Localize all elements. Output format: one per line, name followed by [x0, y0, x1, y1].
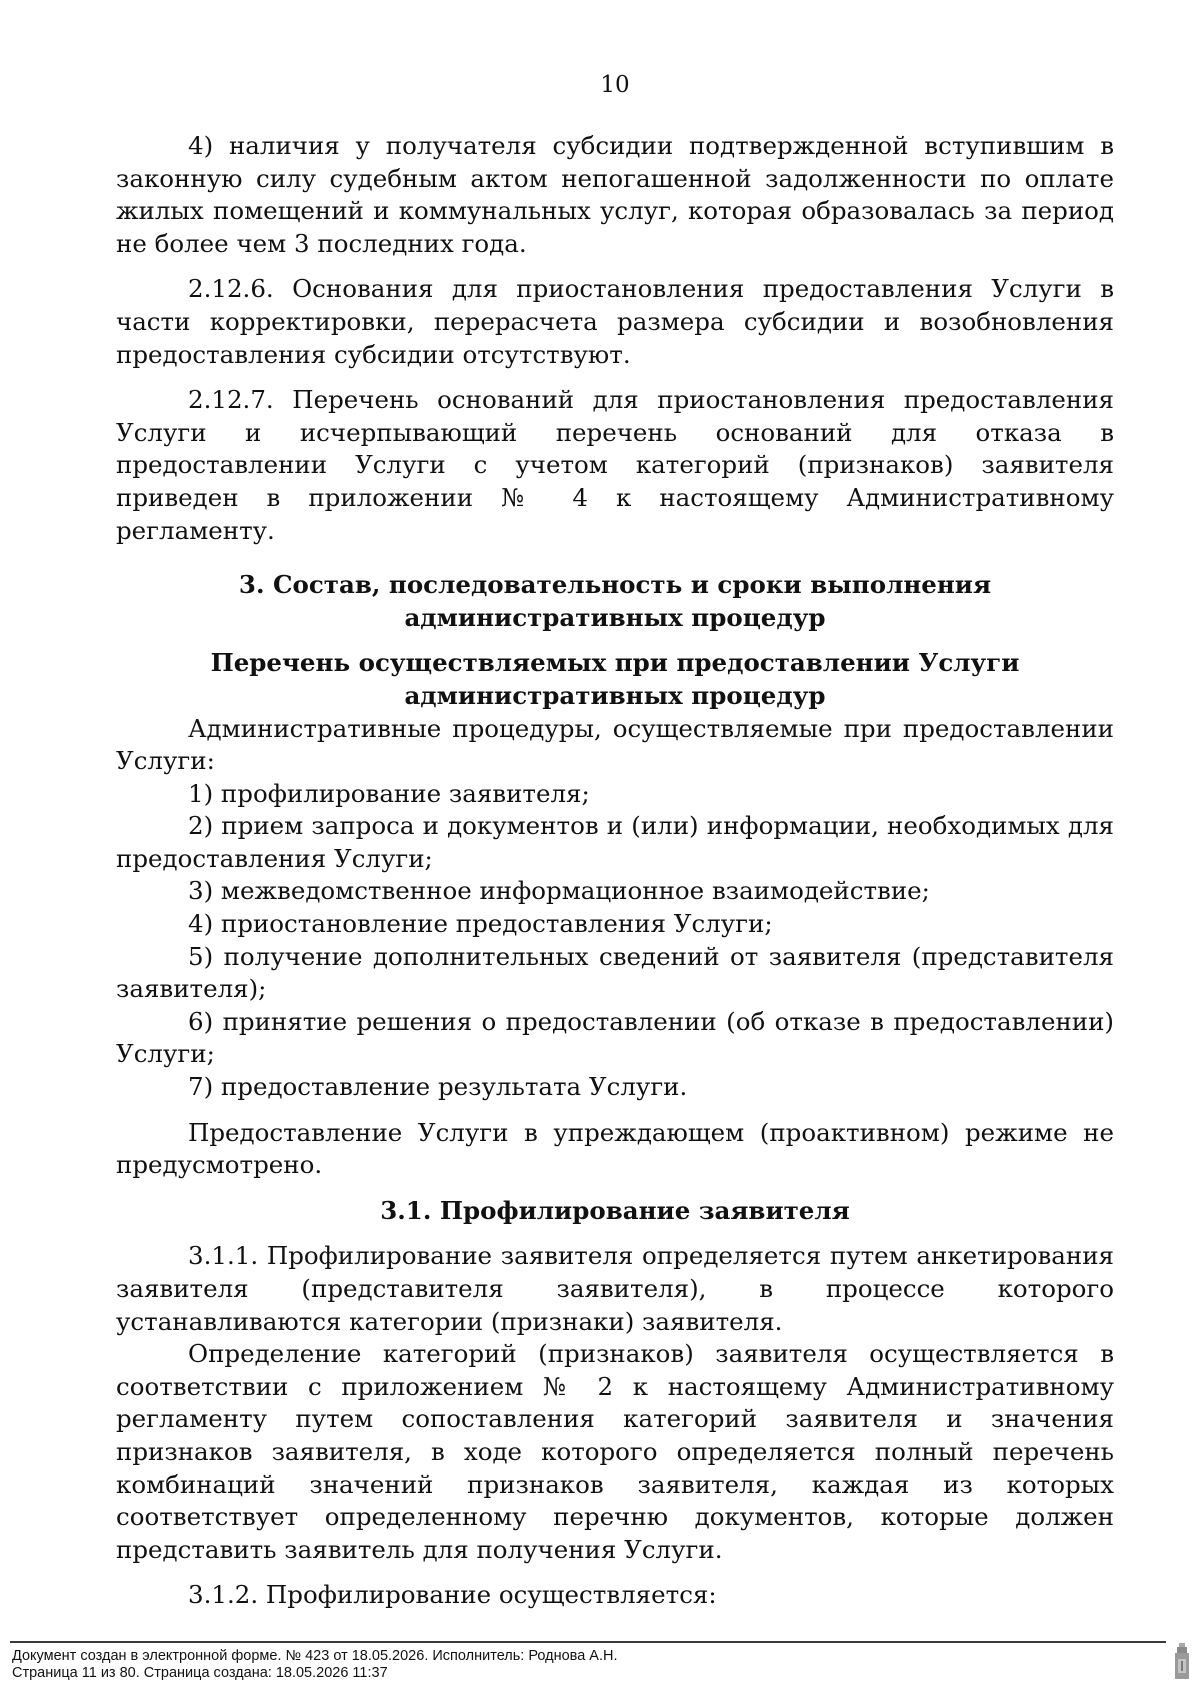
document-body: [116, 130, 1114, 1612]
footer-document-info: Документ создан в электронной форме. № 423 от 18.05.2026. Исполнитель: Роднова А.Н.: [12, 1648, 618, 1664]
page-number: 10: [600, 72, 630, 98]
section-3-1-heading: 3.1. Профилирование заявителя: [380, 1195, 850, 1225]
procedure-item-3: 3) межведомственное информационное взаимодействие;: [188, 876, 930, 906]
paragraph-3-1-1: 3.1.1. Профилирование заявителя определяется путем анкетирования заявителя (представителя заявителя), в процессе которого устанавливаются категории (признаки) заявителя.: [116, 1241, 1114, 1336]
procedures-intro: Административные процедуры, осуществляемые при предоставлении Услуги:: [116, 713, 1114, 776]
procedure-item-6: 6) принятие решения о предоставлении (об отказе в предоставлении) Услуги;: [116, 1006, 1114, 1069]
footer-page-info: Страница 11 из 80. Страница создана: 18.05.2026 11:37: [12, 1664, 388, 1681]
coat-of-arms-icon: [1172, 1643, 1192, 1683]
footer-divider: [10, 1641, 1166, 1643]
paragraph-2-12-6: 2.12.6. Основания для приостановления предоставления Услуги в части корректировки, перерасчета размера субсидии и возобновления предоставления субсидии отсутствуют.: [116, 274, 1114, 369]
footer: [12, 1648, 618, 1681]
procedure-item-4: 4) приостановление предоставления Услуги;: [188, 909, 773, 939]
section-3-subheading: Перечень осуществляемых при предоставлении Услуги административных процедур: [210, 648, 1020, 710]
section-3-heading: 3. Состав, последовательность и сроки выполнения административных процедур: [238, 570, 992, 632]
procedure-item-7: 7) предоставление результата Услуги.: [188, 1072, 688, 1102]
proactive-mode-note: Предоставление Услуги в упреждающем (проактивном) режиме не предусмотрено.: [116, 1117, 1114, 1180]
paragraph-2-12-7: 2.12.7. Перечень оснований для приостановления предоставления Услуги и исчерпывающий перечень оснований для отказа в предоставлении Услуги с учетом категорий (признаков) заявителя приведен в приложении № 4 к настоящему Административному регламенту.: [116, 385, 1114, 545]
procedure-item-5: 5) получение дополнительных сведений от заявителя (представителя заявителя);: [116, 941, 1114, 1004]
paragraph-3-1-2: 3.1.2. Профилирование осуществляется:: [188, 1580, 717, 1610]
paragraph-profiling-definition: Определение категорий (признаков) заявителя осуществляется в соответствии с приложением № 2 к настоящему Административному регламенту путем сопоставления категорий заявителя и значения признаков заявителя, в ходе которого определяется полный перечень комбинаций значений признаков заявителя, каждая из которых соответствует определенному перечню документов, которые должен представить заявитель для получения Услуги.: [116, 1339, 1114, 1564]
procedure-item-1: 1) профилирование заявителя;: [188, 778, 590, 808]
procedure-item-2: 2) прием запроса и документов и (или) информации, необходимых для предоставления Услуги;: [116, 811, 1114, 873]
paragraph-item-4: 4) наличия у получателя субсидии подтвержденной вступившим в законную силу судебным актом непогашенной задолженности по оплате жилых помещений и коммунальных услуг, которая образовалась за период не более чем 3 последних года.: [116, 131, 1114, 258]
